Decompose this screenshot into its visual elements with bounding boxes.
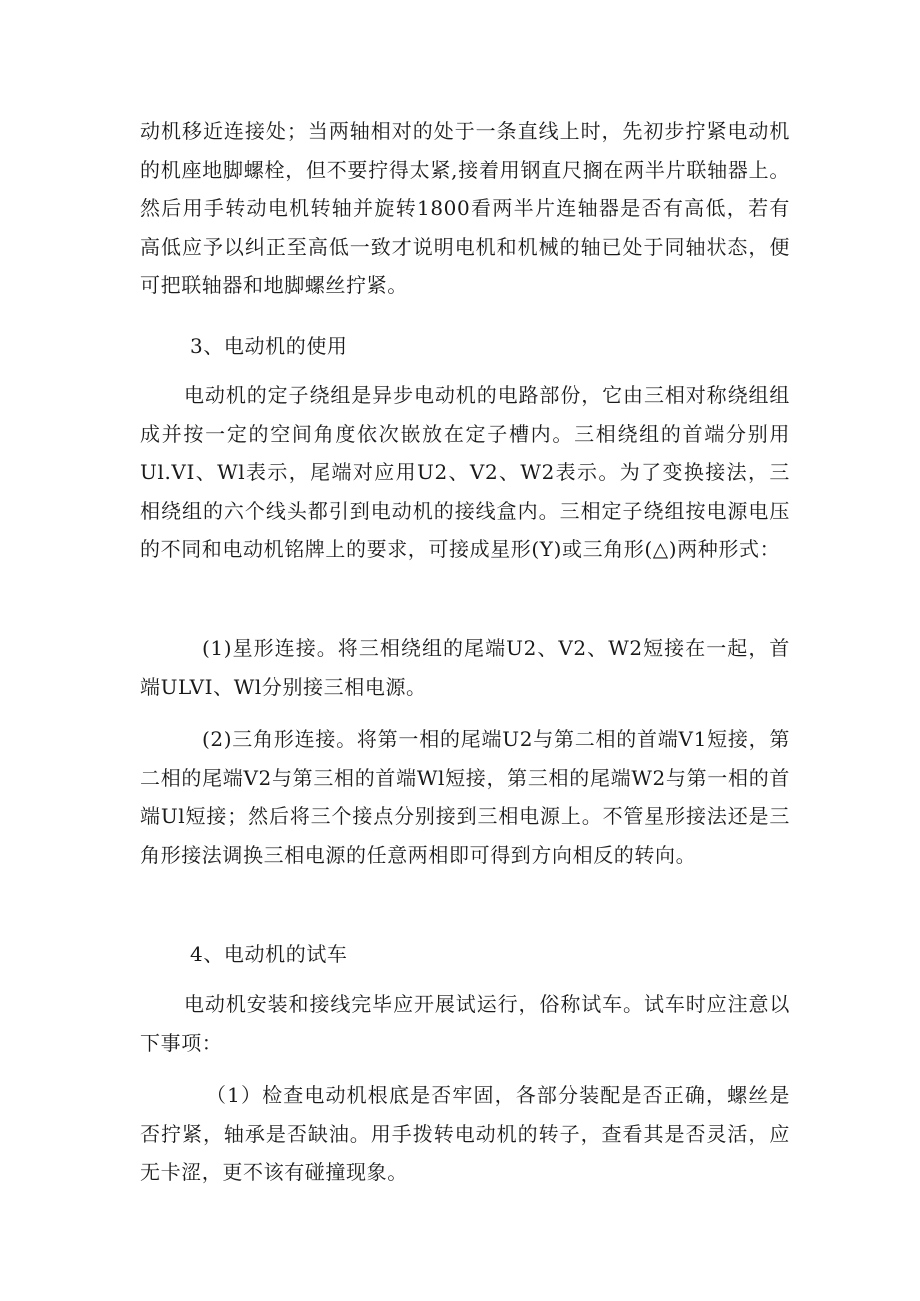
paragraph-delta-connection: (2)三角形连接。将第一相的尾端U2与第二相的首端V1短接，第二相的尾端V2与第三相的首端Wl短接，第三相的尾端W2与第一相的首端Ul短接；然后将三个接点分别接到三相电源上。不管星形接法还是三角形接法调换三相电源的任意两相即可得到方向相反的转向。: [140, 727, 790, 867]
paragraph-section3-body: 电动机的定子绕组是异步电动机的电路部份，它由三相对称绕组组成并按一定的空间角度依次嵌放在定子槽内。三相绕组的首端分别用Ul.VI、Wl表示，尾端对应用U2、V2、W2表示。为了变换接法，三相绕组的六个线头都引到电动机的接线盒内。三相定子绕组按电源电压的不同和电动机铭牌上的要求，可接成星形(Y)或三角形(△)两种形式：: [140, 383, 790, 561]
section-heading-4: 4、电动机的试车: [190, 942, 348, 966]
paragraph-intro: 动机移近连接处；当两轴相对的处于一条直线上时，先初步拧紧电动机的机座地脚螺栓，但不要拧得太紧,接着用钢直尺搁在两半片联轴器上。然后用手转动电机转轴并旋转1800看两半片连轴器是否有高低，若有高低应予以纠正至高低一致才说明电机和机械的轴已处于同轴状态，便可把联轴器和地脚螺丝拧紧。: [140, 119, 790, 297]
paragraph-section4-body: 电动机安装和接线完毕应开展试运行，俗称试车。试车时应注意以下事项：: [140, 992, 790, 1055]
section-heading-3: 3、电动机的使用: [190, 334, 348, 358]
paragraph-check-item-1: （1）检查电动机根底是否牢固，各部分装配是否正确，螺丝是否拧紧，轴承是否缺油。用手拨转电动机的转子，查看其是否灵活，应无卡涩，更不该有碰撞现象。: [140, 1083, 790, 1184]
paragraph-star-connection: (1)星形连接。将三相绕组的尾端U2、V2、W2短接在一起，首端ULVI、Wl分别接三相电源。: [140, 636, 790, 699]
